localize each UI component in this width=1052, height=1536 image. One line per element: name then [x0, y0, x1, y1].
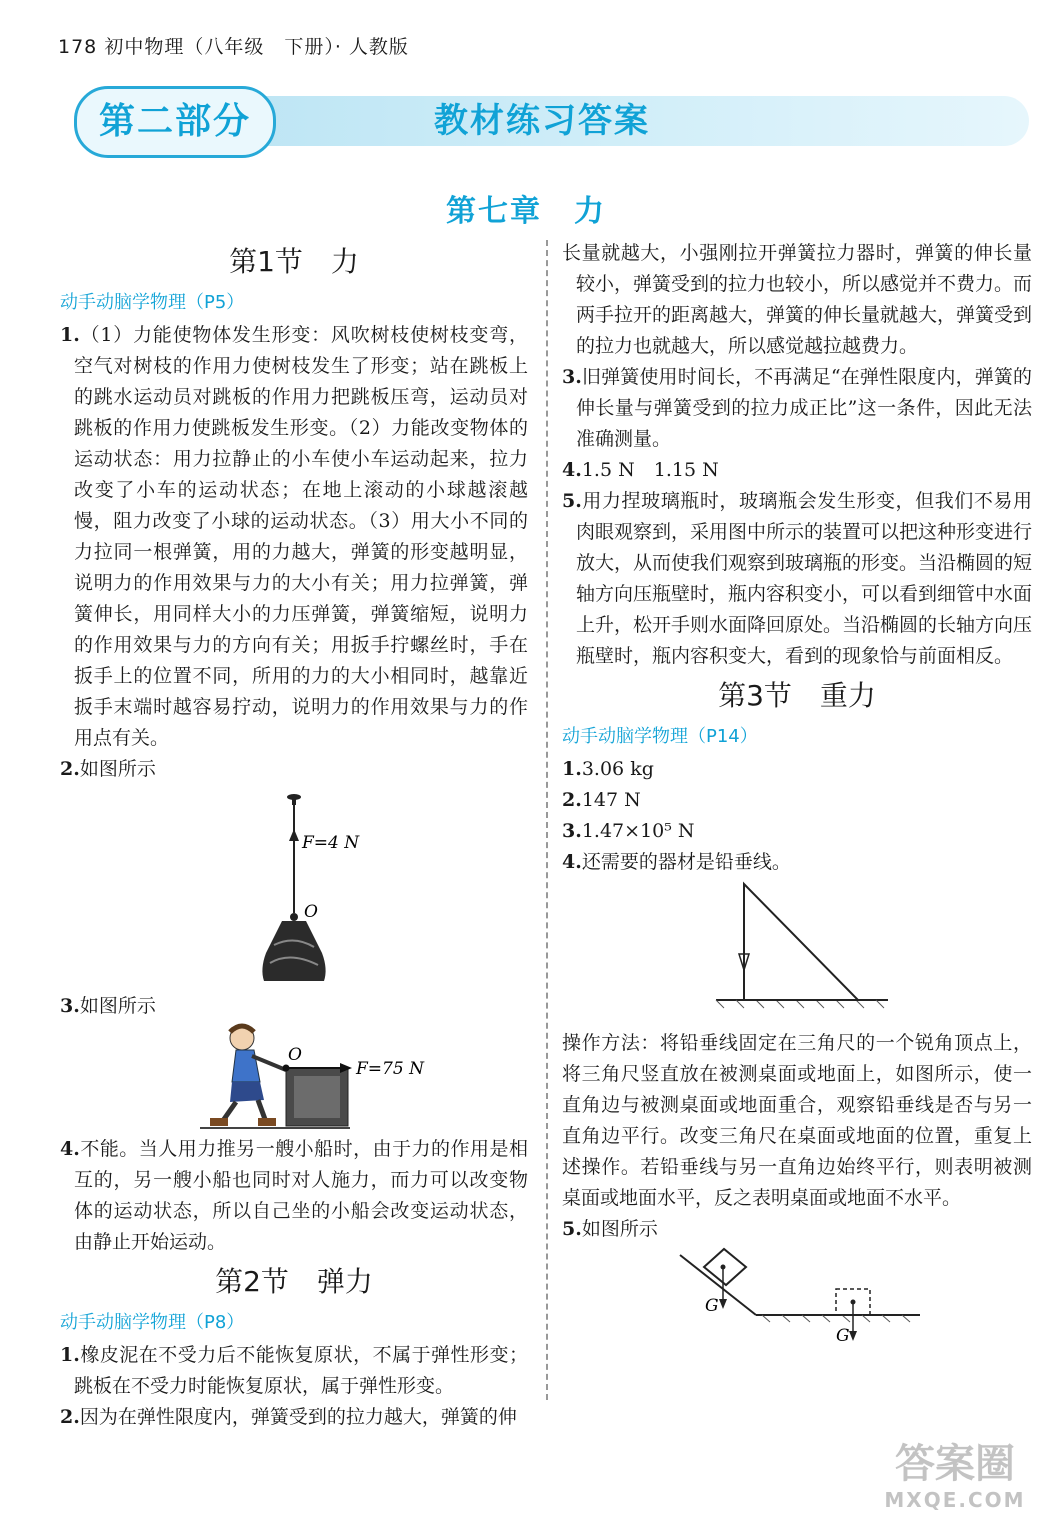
- watermark-logo: 答案圈: [895, 1441, 1015, 1487]
- item-text: 如图所示: [79, 995, 156, 1017]
- answer-item: [562, 1214, 1032, 1245]
- item-text: 因为在弹性限度内，弹簧受到的拉力越大，弹簧的伸: [79, 1406, 517, 1428]
- exercise-heading: 动手动脑学物理（P8）: [60, 1312, 245, 1333]
- left-column: [60, 238, 528, 1433]
- item-text: 橡皮泥在不受力后不能恢复原状，不属于弹性形变；跳板在不受力时能恢复原状，属于弹性形变。: [74, 1344, 528, 1397]
- floor-hatch: [822, 1315, 830, 1322]
- item-number: 5.: [562, 1218, 582, 1240]
- answer-item-continued: [562, 238, 1032, 362]
- section-title: 第1节 力: [229, 245, 359, 278]
- item-text: 长量就越大，小强刚拉开弹簧拉力器时，弹簧的伸长量较小，弹簧受到的拉力也较小，所以感觉并不费力。而两手拉开的距离越大，弹簧的伸长量就越大，弹簧受到的拉力也就越大，所以感觉越拉越费力。: [562, 242, 1033, 357]
- hook-stem: [292, 797, 296, 805]
- floor-hatch: [862, 1315, 870, 1322]
- lamp-point: [290, 913, 298, 921]
- page-number: 178: [58, 36, 98, 58]
- floor-hatch: [782, 1315, 790, 1322]
- surface-hatch: [776, 1000, 784, 1008]
- plumb-diagram: [562, 878, 1032, 1028]
- force-label: F=4 N: [302, 833, 360, 853]
- watermark: [870, 1440, 1040, 1512]
- item-number: 4.: [562, 851, 582, 873]
- item-number: 4.: [60, 1138, 80, 1160]
- triangle-ruler: [744, 884, 858, 1000]
- item-number: 1.: [60, 324, 80, 346]
- item-number: 3.: [562, 820, 582, 842]
- item-number: 3.: [562, 366, 582, 388]
- item-text: 不能。当人用力推另一艘小船时，由于力的作用是相互的，另一艘小船也同时对人施力，而力可以改变物体的运动状态，所以自己坐的小船会改变运动状态，由静止开始运动。: [74, 1138, 528, 1253]
- point-label: O: [304, 902, 318, 922]
- gravity-arrow-head: [719, 1299, 727, 1309]
- answer-item: [60, 1134, 528, 1258]
- section-title: 第2节 弹力: [215, 1265, 373, 1298]
- answer-item: [60, 1340, 528, 1402]
- method-paragraph: 操作方法：将铅垂线固定在三角尺的一个锐角顶点上，将三角尺竖直放在被测桌面或地面上，如图所示，使一直角边与被测桌面或地面重合，观察铅垂线是否与另一直角边平行。改变三角尺在桌面或地面的位置，重复上述操作。若铅垂线与另一直角边始终平行，则表明被测桌面或地面水平，反之表明桌面或地面不水平。: [562, 1032, 1032, 1209]
- lamp-diagram: [60, 785, 528, 991]
- answer-item: [562, 785, 1032, 816]
- surface-hatch: [836, 1000, 844, 1008]
- force-label: F=75 N: [356, 1059, 424, 1079]
- item-number: 2.: [60, 1406, 80, 1428]
- answer-item: [60, 320, 528, 754]
- chapter-title: 第七章 力: [446, 194, 606, 229]
- section-title: 第3节 重力: [718, 679, 876, 712]
- answer-item: [562, 362, 1032, 455]
- right-column: [562, 238, 1032, 1345]
- pushing-box-figure: [60, 1022, 528, 1134]
- gravity-diagram: [562, 1245, 1032, 1345]
- item-text: （1）力能使物体发生形变：风吹树枝使树枝变弯，空气对树枝的作用力使树枝发生了形变；站在跳板上的跳水运动员对跳板的作用力把跳板压弯，运动员对跳板的作用力使跳板发生形变。（2）力能改变物体的运动状态：用力拉静止的小车使小车运动起来，拉力改变了小车的运动状态；在地上滚动的小球越滚越慢，阻力改变了小球的运动状态。（3）用大小不同的力拉同一根弹簧，用的力越大，弹簧的形变越明显，说明力的作用效果与力的大小有关；用力拉弹簧，弹簧伸长，用同样大小的力压弹簧，弹簧缩短，说明力的作用效果与力的方向有关；用扳手拧螺丝时，手在扳手上的位置不同，所用的力的大小相同时，越靠近扳手末端时越容易拧动，说明力的作用效果与力的作用点有关。: [74, 324, 528, 749]
- column-divider: [546, 240, 548, 1400]
- answer-item: [60, 1402, 528, 1433]
- box-face: [294, 1076, 340, 1118]
- surface-hatch: [736, 1000, 744, 1008]
- item-text: 如图所示: [79, 758, 156, 780]
- surface-hatch: [816, 1000, 824, 1008]
- gravity-figure: [562, 1245, 1032, 1345]
- surface-hatch: [796, 1000, 804, 1008]
- item-number: 5.: [562, 490, 582, 512]
- item-text: 1.5 N 1.15 N: [581, 459, 719, 481]
- exercise-heading: 动手动脑学物理（P5）: [60, 292, 245, 313]
- item-text: 用力捏玻璃瓶时，玻璃瓶会发生形变，但我们不易用肉眼观察到，采用图中所示的装置可以把这种形变进行放大，从而使我们观察到玻璃瓶的形变。当沿椭圆的短轴方向压瓶壁时，瓶内容积变小，可以看到细管中水面上升，松开手则水面降回原处。当沿椭圆的长轴方向压瓶壁时，瓶内容积变大，看到的现象恰与前面相反。: [576, 490, 1033, 667]
- boy-shorts: [230, 1082, 264, 1102]
- item-text: 147 N: [581, 789, 641, 811]
- gravity-arrow-head: [849, 1331, 857, 1341]
- item-text: 1.47×10⁵ N: [581, 820, 695, 842]
- lamp-shade: [262, 921, 325, 981]
- part-banner: [74, 86, 1029, 156]
- running-head: [58, 32, 409, 59]
- floor-hatch: [842, 1315, 850, 1322]
- answer-item: [562, 816, 1032, 847]
- hanging-lamp-figure: [60, 785, 528, 991]
- exercise-heading: 动手动脑学物理（P14）: [562, 726, 758, 747]
- item-text: 3.06 kg: [581, 758, 654, 780]
- item-number: 4.: [562, 459, 582, 481]
- part-label: 第二部分: [74, 86, 276, 158]
- floor-hatch: [882, 1315, 890, 1322]
- banner-title: 教材练习答案: [434, 101, 650, 141]
- gravity-label: G: [705, 1296, 719, 1316]
- floor-hatch: [902, 1315, 910, 1322]
- item-number: 2.: [562, 789, 582, 811]
- answer-item: [562, 754, 1032, 785]
- answer-item: [562, 847, 1032, 878]
- boy-shirt: [232, 1050, 260, 1082]
- book-title: 初中物理（八年级 下册）· 人教版: [104, 36, 409, 58]
- plumb-line-figure: [562, 878, 1032, 1028]
- item-number: 1.: [562, 758, 582, 780]
- force-arrow-head: [289, 829, 299, 841]
- answer-item: [562, 455, 1032, 486]
- floor-hatch: [762, 1315, 770, 1322]
- answer-item: [60, 991, 528, 1022]
- item-number: 1.: [60, 1344, 80, 1366]
- surface-hatch: [716, 1000, 724, 1008]
- point-label: O: [288, 1045, 302, 1065]
- watermark-url: MXQE.COM: [884, 1488, 1026, 1512]
- item-text: 旧弹簧使用时间长，不再满足“在弹性限度内，弹簧的伸长量与弹簧受到的拉力成正比”这一条件，因此无法准确测量。: [576, 366, 1032, 450]
- floor-hatch: [802, 1315, 810, 1322]
- item-number: 2.: [60, 758, 80, 780]
- item-text: 还需要的器材是铅垂线。: [581, 851, 791, 873]
- answer-item: [562, 486, 1032, 672]
- boy-shoe: [258, 1118, 276, 1126]
- surface-hatch: [876, 1000, 884, 1008]
- item-number: 3.: [60, 995, 80, 1017]
- answer-item: [60, 754, 528, 785]
- boy-shoe: [210, 1118, 228, 1126]
- gravity-label: G: [836, 1326, 850, 1345]
- surface-hatch: [756, 1000, 764, 1008]
- surface-hatch: [856, 1000, 864, 1008]
- push-diagram: [60, 1022, 528, 1134]
- item-text: 如图所示: [581, 1218, 658, 1240]
